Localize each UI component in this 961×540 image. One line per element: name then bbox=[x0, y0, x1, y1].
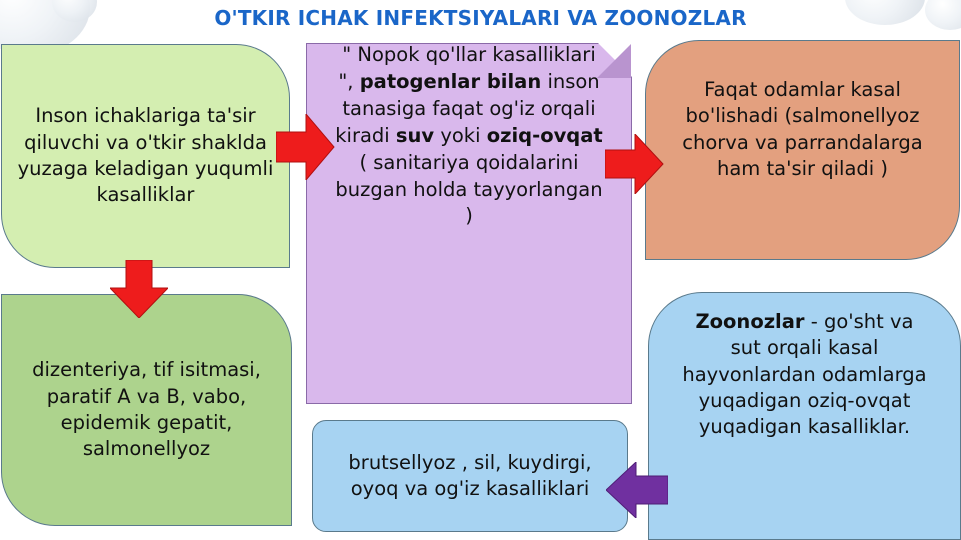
pathogens-term: patogenlar bilan bbox=[359, 69, 542, 93]
right-arrow bbox=[276, 114, 336, 180]
sanitation-note: ( sanitariya qoidalarini buzgan holda tayyorlangan ) bbox=[335, 150, 603, 228]
dirty-hands-box bbox=[306, 43, 632, 404]
dirty-hands-label: " Nopok qo'llar kasalliklari ", bbox=[338, 43, 596, 93]
humans-only-box bbox=[645, 40, 960, 260]
zoonoses-examples-text: brutsellyoz , sil, kuydirgi, oyoq va og'iz kasalliklari bbox=[348, 450, 592, 500]
humans-only-text: Faqat odamlar kasal bo'lishadi (salmonellyoz chorva va parrandalarga ham ta'sir qiladi ) bbox=[682, 78, 923, 180]
dirty-hands-text bbox=[307, 42, 631, 230]
zoonoses-definition: - go'sht va sut orqali kasal hayvonlardan odamlarga yuqadigan oziq-ovqat yuqadigan kasalliklar. bbox=[682, 310, 927, 439]
zoonoses-box bbox=[648, 292, 961, 540]
right-arrow bbox=[605, 134, 665, 194]
or-word: yoki bbox=[440, 123, 481, 147]
zoonoses-term: Zoonozlar bbox=[695, 310, 805, 333]
definition-box bbox=[1, 44, 290, 268]
left-arrow bbox=[606, 462, 668, 518]
food-term: oziq-ovqat bbox=[486, 123, 603, 147]
examples-text: dizenteriya, tif isitmasi, paratif A va B, vabo, epidemik gepatit, salmonellyoz bbox=[32, 358, 261, 461]
definition-text: Inson ichaklariga ta'sir qiluvchi va o'tkir shaklda yuzaga keladigan yuqumli kasalliklar bbox=[17, 104, 274, 207]
dirty-hands-route: inson tanasiga faqat og'iz orqali kiradi bbox=[335, 69, 600, 147]
zoonoses-text bbox=[649, 309, 960, 441]
folded-corner-flap bbox=[597, 44, 631, 78]
examples-box bbox=[1, 294, 292, 526]
down-arrow bbox=[110, 260, 168, 318]
zoonoses-examples-box bbox=[312, 420, 628, 532]
water-term: suv bbox=[395, 123, 435, 147]
page-title: O'TKIR ICHAK INFEKTSIYALARI VA ZOONOZLAR bbox=[214, 6, 747, 30]
